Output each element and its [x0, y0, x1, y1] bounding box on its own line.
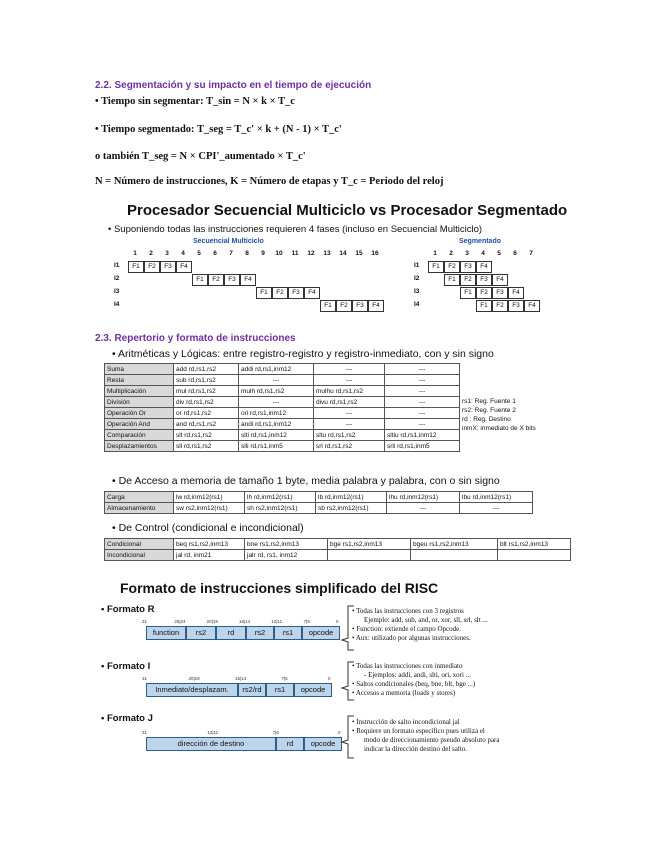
seg-col-num: 1 [433, 250, 437, 257]
table-cell: --- [314, 364, 385, 375]
format-bit-label: 0 [328, 676, 331, 681]
table-cell: mulh rd,rs1,rs2 [239, 386, 314, 397]
table-cell: lh rd,inm12(rs1) [245, 492, 316, 503]
seq-col-num: 4 [181, 250, 185, 257]
table-cell: divu rd,rs1,rs2 [314, 397, 385, 408]
table-cell: --- [460, 503, 533, 514]
seg-phase-cell: F4 [508, 287, 524, 299]
seg-phase-cell: F3 [476, 274, 492, 286]
format-field: opcode [302, 626, 340, 640]
seq-col-num: 2 [149, 250, 153, 257]
table-cell: jalr rd, rs1, inm12 [245, 550, 328, 561]
table-row [105, 375, 460, 386]
seg-phase-cell: F2 [492, 300, 508, 312]
seg-phase-cell: F2 [444, 261, 460, 273]
format-field: rs2/rd [238, 683, 266, 697]
multiciclo-title: Procesador Secuencial Multiciclo vs Procesador Segmentado [127, 202, 568, 219]
seg-col-num: 3 [465, 250, 469, 257]
seq-phase-cell: F3 [352, 300, 368, 312]
table-cell: lbu rd,inm12(rs1) [460, 492, 533, 503]
formato-j-label: • Formato J [101, 713, 153, 724]
format-bit-label: 0 [336, 619, 339, 624]
seq-phase-cell: F3 [288, 287, 304, 299]
table-cell: andi rd,rs1,inm12 [239, 419, 314, 430]
table-cell [328, 550, 411, 561]
formato-i-label: • Formato I [101, 661, 151, 672]
seq-phase-cell: F3 [224, 274, 240, 286]
format-note: • Requiere un formato específico pues utiliza el [352, 727, 485, 735]
format-bit-label: 20|19 [206, 619, 218, 624]
multiciclo-bullet: • Suponiendo todas las instrucciones requieren 4 fases (incluso en Secuencial Multiciclo) [108, 224, 483, 235]
table-row [105, 430, 460, 441]
seq-col-num: 7 [229, 250, 233, 257]
table-cell: --- [385, 408, 460, 419]
table-row [105, 441, 460, 452]
seq-phase-cell: F2 [208, 274, 224, 286]
seg-row-label: I2 [414, 275, 420, 282]
row-label-cell: Multiplicación [105, 386, 174, 397]
seq-col-num: 3 [165, 250, 169, 257]
table-row [105, 503, 533, 514]
table-cell: --- [239, 397, 314, 408]
format-field: rs1 [266, 683, 294, 697]
note-brackets [340, 604, 360, 764]
format-field: opcode [304, 737, 342, 751]
seq-col-num: 13 [323, 250, 331, 257]
seq-phase-cell: F3 [160, 261, 176, 273]
section-heading-22: 2.2. Segmentación y su impacto en el tiempo de ejecución [95, 80, 372, 91]
seg-row-label: I1 [414, 262, 420, 269]
mem-bullet: • De Acceso a memoria de tamaño 1 byte, media palabra y palabra, con o sin signo [112, 475, 500, 487]
seg-phase-cell: F3 [508, 300, 524, 312]
seq-phase-cell: F4 [176, 261, 192, 273]
table-cell [411, 550, 498, 561]
seq-phase-cell: F2 [272, 287, 288, 299]
format-bit-label: 20|19 [188, 676, 200, 681]
table-cell: sh rs2,inm12(rs1) [245, 503, 316, 514]
format-note: • Aux: utilizado por algunas instrucciones. [352, 634, 471, 642]
arith-bullet: • Aritméticas y Lógicas: entre registro-registro y registro-inmediato, con y sin signo [112, 348, 494, 360]
seq-phase-cell: F1 [320, 300, 336, 312]
table-cell: sltu rd,rs1,rs2 [314, 430, 385, 441]
format-bit-label: 12|11 [271, 619, 283, 624]
seg-phase-cell: F1 [444, 274, 460, 286]
format-bit-label: 15|14 [239, 619, 251, 624]
table-cell: srl rd,rs1,rs2 [314, 441, 385, 452]
table-row [105, 550, 571, 561]
format-bit-label: 15|14 [235, 676, 247, 681]
seg-phase-cell: F4 [524, 300, 540, 312]
j-notes [352, 718, 500, 754]
table-cell: sb rs2,inm12(rs1) [316, 503, 387, 514]
table-cell: --- [385, 364, 460, 375]
seq-phase-cell: F1 [256, 287, 272, 299]
formato-r-label: • Formato R [101, 604, 155, 615]
seg-label: Segmentado [459, 238, 502, 245]
table-cell: jal rd, inm21 [174, 550, 245, 561]
seg-col-num: 6 [513, 250, 517, 257]
table-row [105, 364, 460, 375]
table-cell: bge rs1,rs2,inm13 [328, 539, 411, 550]
seg-phase-cell: F3 [460, 261, 476, 273]
table-cell: srli rd,rs1,inm5 [385, 441, 460, 452]
row-label-cell: Suma [105, 364, 174, 375]
row-label-cell: Carga [105, 492, 174, 503]
format-bit-label: 25|24 [174, 619, 186, 624]
table-cell: or rd,rs1,rs2 [174, 408, 239, 419]
row-label-cell: Resta [105, 375, 174, 386]
seq-col-num: 1 [133, 250, 137, 257]
seg-phase-cell: F2 [476, 287, 492, 299]
seg-col-num: 2 [449, 250, 453, 257]
seg-phase-cell: F3 [492, 287, 508, 299]
seq-phase-cell: F2 [336, 300, 352, 312]
seq-col-num: 6 [213, 250, 217, 257]
table-cell: beq rs1,rs2,inm13 [174, 539, 245, 550]
reg-note: rs2: Reg. Fuente 2 [462, 407, 516, 414]
r-notes [352, 607, 488, 643]
table-cell: and rd,rs1,rs2 [174, 419, 239, 430]
formula-tseg-alt: o también T_seg = N × CPI'_aumentado × T_c' [95, 151, 306, 162]
formula-legend: N = Número de instrucciones, K = Número de etapas y T_c = Periodo del reloj [95, 176, 444, 187]
format-bit-label: 7|6 [272, 730, 279, 735]
format-bit-label: 31 [142, 730, 148, 735]
seg-phase-cell: F1 [428, 261, 444, 273]
table-cell: div rd,rs1,rs2 [174, 397, 239, 408]
row-label-cell: Condicional [105, 539, 174, 550]
table-cell: lw rd,inm12(rs1) [174, 492, 245, 503]
table-cell: sw rs2,inm12(rs1) [174, 503, 245, 514]
ctrl-bullet: • De Control (condicional e incondicional) [112, 522, 304, 534]
row-label-cell: Comparación [105, 430, 174, 441]
table-cell: slli rd,rs1,inm5 [239, 441, 314, 452]
ctrl-table [104, 538, 571, 561]
seg-phase-cell: F4 [476, 261, 492, 273]
table-cell: --- [314, 419, 385, 430]
seq-row-label: I3 [114, 288, 120, 295]
format-note: Ejemplo: add, sub, and, or, xor, sll, srl, slt ... [364, 616, 488, 624]
table-row [105, 419, 460, 430]
row-label-cell: Operación And [105, 419, 174, 430]
format-field: opcode [294, 683, 332, 697]
table-cell: bgeu rs1,rs2,inm13 [411, 539, 498, 550]
format-note: • Todas las instrucciones con 3 registros [352, 607, 464, 615]
row-label-cell: Almacenamiento [105, 503, 174, 514]
table-cell: --- [314, 375, 385, 386]
mem-table [104, 491, 533, 514]
seq-col-num: 8 [245, 250, 249, 257]
reg-note: rs1: Reg. Fuente 1 [462, 398, 516, 405]
format-field: function [146, 626, 186, 640]
table-cell: mul rd,rs1,rs2 [174, 386, 239, 397]
table-cell: sub rd,rs1,rs2 [174, 375, 239, 386]
seq-row-label: I1 [114, 262, 120, 269]
seq-label: Secuencial Multiciclo [193, 238, 264, 245]
table-row [105, 397, 460, 408]
seq-col-num: 12 [307, 250, 315, 257]
seg-col-num: 5 [497, 250, 501, 257]
seg-phase-cell: F1 [460, 287, 476, 299]
table-cell: --- [385, 419, 460, 430]
table-cell: slti rd,rs1,inm12 [239, 430, 314, 441]
table-cell: sll rd,rs1,rs2 [174, 441, 239, 452]
format-field: rs2 [246, 626, 274, 640]
seg-col-num: 7 [529, 250, 533, 257]
format-note: • Instrucción de salto incondicional jal [352, 718, 460, 726]
section-heading-23: 2.3. Repertorio y formato de instrucciones [95, 333, 296, 344]
format-field: rd [276, 737, 304, 751]
row-label-cell: División [105, 397, 174, 408]
seg-row-label: I3 [414, 288, 420, 295]
table-cell: ori rd,rs1,inm12 [239, 408, 314, 419]
arith-table [104, 363, 460, 452]
seg-phase-cell: F2 [460, 274, 476, 286]
seq-col-num: 11 [291, 250, 299, 257]
table-cell: --- [385, 386, 460, 397]
format-bit-label: 31 [142, 676, 148, 681]
seq-col-num: 16 [371, 250, 379, 257]
table-cell: sltiu rd,rs1,inm12 [385, 430, 460, 441]
format-field: rs2 [186, 626, 216, 640]
format-note: - Ejemplos: addi, andi, slti, ori, xori ... [364, 671, 471, 679]
formula-tseg: • Tiempo segmentado: T_seg = T_c' × k + (N - 1) × T_c' [95, 124, 342, 135]
reg-note: rd : Reg. Destino [462, 416, 511, 423]
table-cell: --- [314, 408, 385, 419]
table-cell: addi rd,rs1,inm12 [239, 364, 314, 375]
table-cell: blt rs1,rs2,inm13 [498, 539, 571, 550]
format-field: rd [216, 626, 246, 640]
table-cell: lb rd,inm12(rs1) [316, 492, 387, 503]
table-cell: --- [385, 397, 460, 408]
seg-phase-cell: F1 [476, 300, 492, 312]
format-bit-label: 0 [338, 730, 341, 735]
seq-col-num: 14 [339, 250, 347, 257]
reg-note: inmX: inmediato de X bits [462, 425, 536, 432]
format-note: modo de direccionamiento pseudo absoluto para [364, 736, 500, 744]
seq-col-num: 5 [197, 250, 201, 257]
format-note: indicar la dirección destino del salto. [364, 745, 468, 753]
format-note: • Function: extiende el campo Opcode. [352, 625, 461, 633]
seq-phase-cell: F1 [192, 274, 208, 286]
seq-phase-cell: F2 [144, 261, 160, 273]
table-row [105, 408, 460, 419]
formato-title: Formato de instrucciones simplificado del RISC [120, 580, 439, 596]
seq-phase-cell: F4 [368, 300, 384, 312]
table-cell: --- [385, 375, 460, 386]
seq-col-num: 9 [261, 250, 265, 257]
table-cell: --- [387, 503, 460, 514]
reg-notes [462, 397, 536, 433]
seq-row-label: I4 [114, 301, 120, 308]
table-cell: --- [239, 375, 314, 386]
seq-phase-cell: F4 [240, 274, 256, 286]
table-cell [498, 550, 571, 561]
table-row [105, 492, 533, 503]
format-bit-label: 7|6 [303, 619, 310, 624]
format-field: Inmediato/desplazam. [146, 683, 238, 697]
seg-col-num: 4 [481, 250, 485, 257]
format-bit-label: 31 [142, 619, 148, 624]
format-bit-label: 7|6 [281, 676, 288, 681]
format-note: • Todas las instrucciones con inmediato [352, 662, 463, 670]
seg-phase-cell: F4 [492, 274, 508, 286]
format-field: rs1 [274, 626, 302, 640]
seq-col-num: 15 [355, 250, 363, 257]
format-bit-label: 12|11 [207, 730, 219, 735]
table-row [105, 386, 460, 397]
row-label-cell: Desplazamientos [105, 441, 174, 452]
table-cell: add rd,rs1,rs2 [174, 364, 239, 375]
table-cell: bne rs1,rs2,inm13 [245, 539, 328, 550]
table-row [105, 539, 571, 550]
format-field: dirección de destino [146, 737, 276, 751]
row-label-cell: Incondicional [105, 550, 174, 561]
format-note: • Accesos a memoria (loads y stores) [352, 689, 456, 697]
table-cell: lhu rd,inm12(rs1) [387, 492, 460, 503]
seq-phase-cell: F1 [128, 261, 144, 273]
seq-col-num: 10 [275, 250, 283, 257]
seq-phase-cell: F4 [304, 287, 320, 299]
row-label-cell: Operación Or [105, 408, 174, 419]
table-cell: slt rd,rs1,rs2 [174, 430, 239, 441]
table-cell: mulhu rd,rs1,rs2 [314, 386, 385, 397]
seq-row-label: I2 [114, 275, 120, 282]
formula-tsin: • Tiempo sin segmentar: T_sin = N × k × T_c [95, 96, 295, 107]
i-notes [352, 662, 475, 698]
format-note: • Saltos condicionales (beq, bne, blt, bge ...) [352, 680, 476, 688]
seg-row-label: I4 [414, 301, 420, 308]
